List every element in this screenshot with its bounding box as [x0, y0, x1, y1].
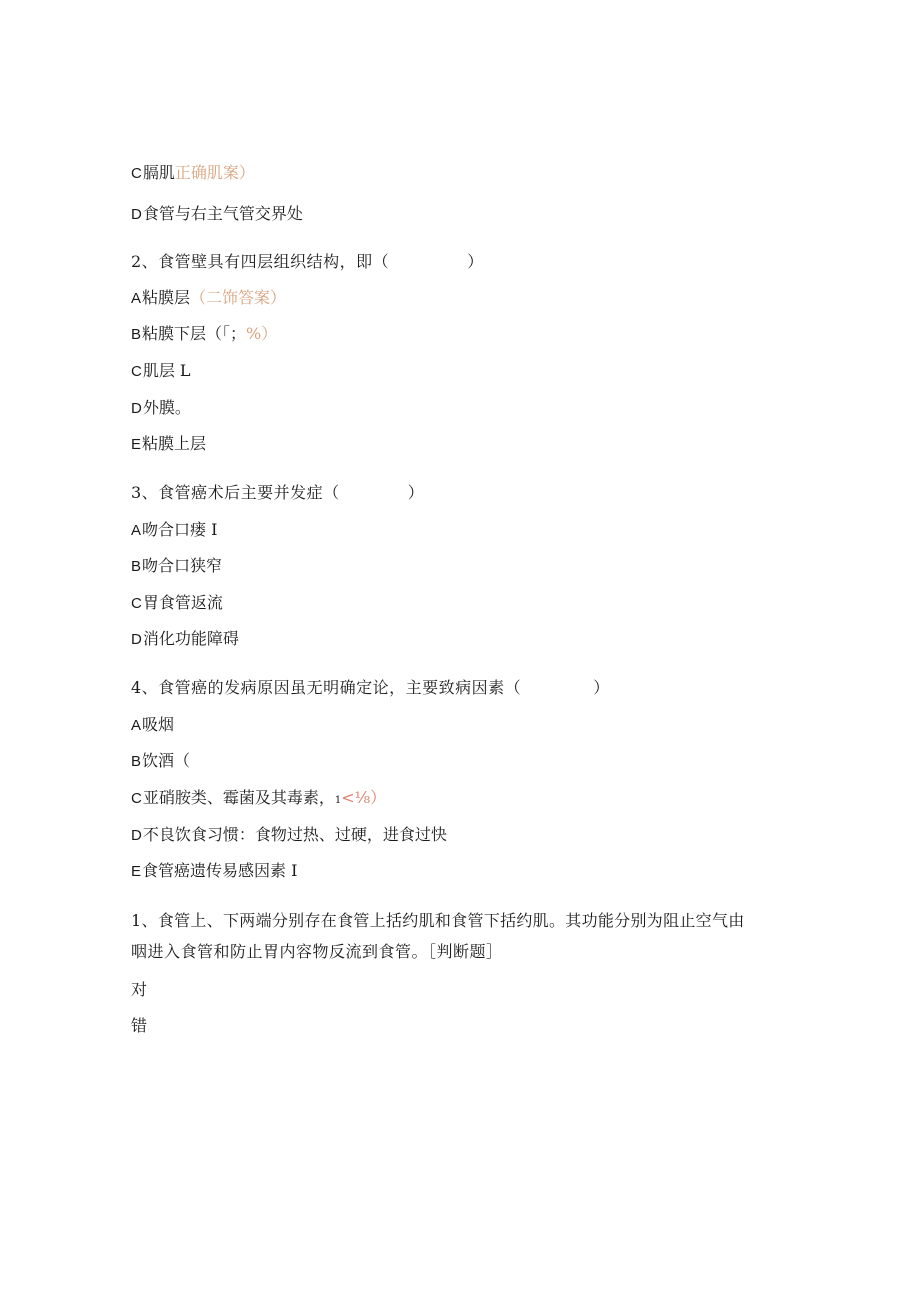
option-letter: D — [131, 631, 142, 648]
q4-option-e[interactable] — [131, 860, 297, 883]
option-text: 吻合口瘘 I — [142, 520, 218, 539]
option-text: 胃食管返流 — [142, 593, 223, 612]
q4-option-c[interactable] — [131, 787, 386, 812]
option-text: 吻合口狭窄 — [142, 556, 223, 575]
q3-option-c[interactable] — [131, 592, 223, 615]
option-text: 饮酒（ — [142, 751, 191, 770]
option-text: 外膜。 — [142, 398, 191, 417]
q3-option-a[interactable] — [131, 519, 217, 542]
option-text: 膈肌 — [142, 163, 175, 182]
judge-option-false[interactable]: 错 — [131, 1016, 148, 1035]
option-letter: E — [131, 863, 142, 880]
question-close: ） — [467, 252, 484, 271]
q2-option-a[interactable] — [131, 287, 286, 310]
answer-mark: （二饰答案） — [190, 288, 287, 307]
question-stem: 4、食管癌的发病原因虽无明确定论，主要致病因素（ — [131, 678, 522, 697]
option-letter: A — [131, 290, 142, 307]
q4-option-b[interactable] — [131, 750, 190, 773]
option-letter: B — [131, 326, 142, 343]
q2-stem — [131, 251, 484, 273]
answer-mark: %） — [246, 324, 278, 343]
option-letter: D — [131, 827, 142, 844]
judge-stem-line2: 咽进入食管和防止胃内容物反流到食管。［判断题］ — [131, 942, 503, 961]
q2-option-d[interactable] — [131, 397, 191, 420]
option-letter: C — [131, 595, 142, 612]
option-letter: A — [131, 522, 142, 539]
judge-option-true[interactable]: 对 — [131, 980, 148, 999]
option-letter: E — [131, 436, 142, 453]
q2-option-e[interactable] — [131, 433, 206, 456]
q1-option-c[interactable] — [131, 162, 255, 185]
option-letter: C — [131, 790, 142, 807]
q4-option-a[interactable] — [131, 714, 174, 737]
option-text: 吸烟 — [142, 715, 175, 734]
option-letter: C — [131, 165, 142, 182]
q4-stem — [131, 677, 610, 699]
option-text: 不良饮食习惯：食物过热、过硬，进食过快 — [142, 825, 447, 844]
question-close: ） — [593, 678, 610, 697]
q4-option-d[interactable] — [131, 824, 447, 847]
option-letter: A — [131, 717, 142, 734]
option-text: 粘膜上层 — [142, 434, 207, 453]
option-text: 粘膜下层（「； — [142, 324, 247, 343]
q2-option-b[interactable] — [131, 323, 277, 346]
q3-option-b[interactable] — [131, 555, 222, 578]
option-letter: C — [131, 363, 142, 380]
option-text: 肌层 L — [142, 361, 191, 380]
answer-mark: 正确肌案） — [174, 163, 255, 182]
option-text: 食管癌遗传易感因素 I — [142, 861, 298, 880]
question-stem: 2、食管壁具有四层组织结构，即（ — [131, 252, 390, 271]
option-text: 消化功能障碍 — [142, 629, 239, 648]
question-close: ） — [407, 483, 425, 502]
q3-stem — [131, 482, 424, 504]
option-text: 食管与右主气管交界处 — [142, 204, 303, 223]
option-letter: B — [131, 753, 142, 770]
answer-prefix: 1 — [334, 795, 342, 806]
judge-stem-line1: 1、食管上、下两端分别存在食管上括约肌和食管下括约肌。其功能分别为阻止空气由 — [131, 911, 745, 930]
option-text: 亚硝胺类、霉菌及其毒素， — [142, 788, 335, 807]
q1-option-d[interactable] — [131, 203, 303, 226]
option-letter: D — [131, 400, 142, 417]
q3-option-d[interactable] — [131, 628, 239, 651]
option-letter: B — [131, 558, 142, 575]
q2-option-c[interactable] — [131, 360, 191, 383]
question-stem: 3、食管癌术后主要并发症（ — [131, 483, 340, 502]
answer-mark: <⅛） — [341, 788, 387, 807]
option-text: 粘膜层 — [142, 288, 191, 307]
option-letter: D — [131, 206, 142, 223]
